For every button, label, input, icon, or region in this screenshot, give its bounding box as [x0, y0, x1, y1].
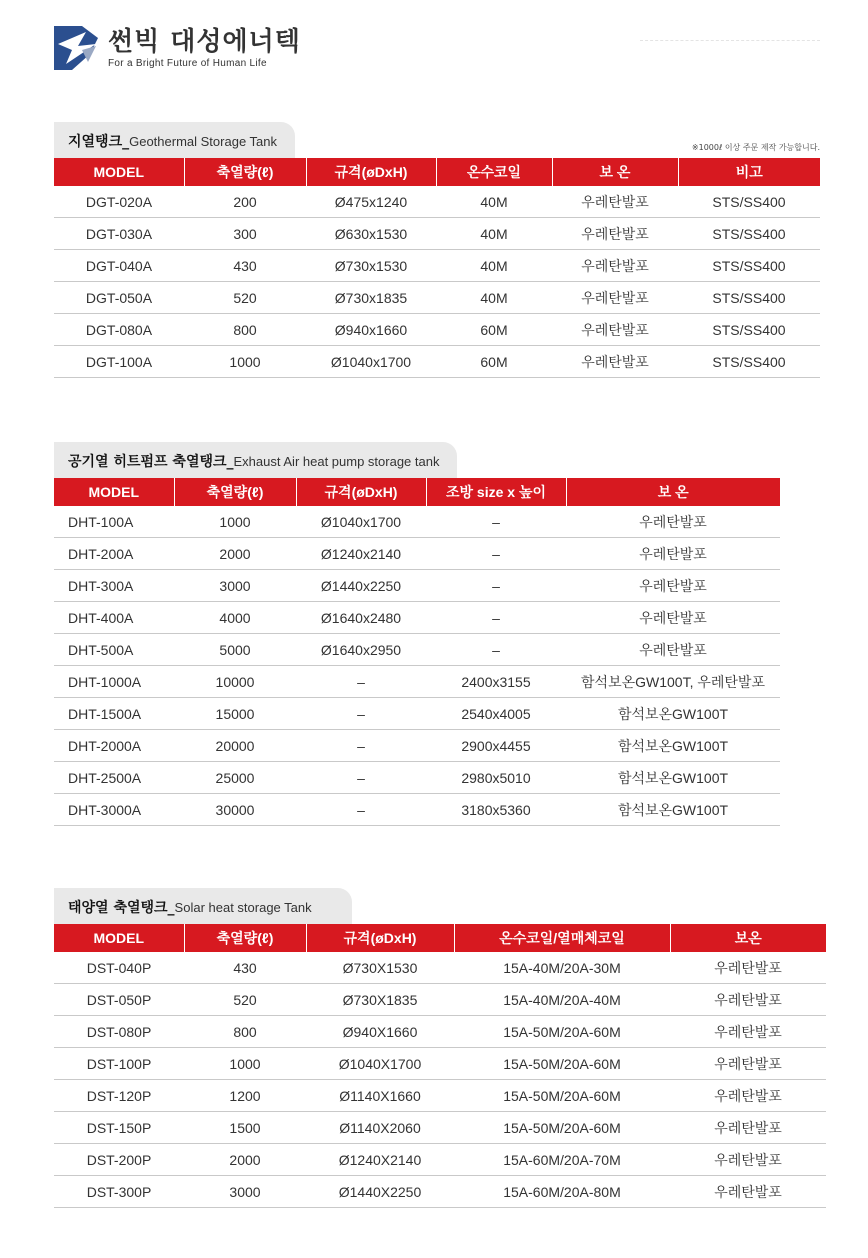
table-cell: DHT-500A [54, 634, 174, 666]
column-header: 비고 [678, 158, 820, 186]
table-row [54, 186, 820, 218]
table-cell: 우레탄발포 [670, 1144, 826, 1176]
table-cell: Ø1640x2950 [296, 634, 426, 666]
table-cell: DGT-040A [54, 250, 184, 282]
column-header: 보 온 [552, 158, 678, 186]
table-cell: DST-050P [54, 984, 184, 1016]
table-cell: – [426, 538, 566, 570]
table-cell: 함석보온GW100T, 우레탄발포 [566, 666, 780, 698]
table-cell: 1000 [184, 1048, 306, 1080]
table-cell: 1000 [174, 506, 296, 538]
table-cell: 40M [436, 250, 552, 282]
geothermal-table [54, 158, 820, 378]
table-cell: 3000 [174, 570, 296, 602]
table-row [54, 1016, 826, 1048]
section-title-en: Geothermal Storage Tank [129, 134, 278, 149]
table-cell: – [426, 602, 566, 634]
table-cell: Ø630x1530 [306, 218, 436, 250]
table-cell: 800 [184, 314, 306, 346]
table-cell: Ø730x1835 [306, 282, 436, 314]
table-cell: 60M [436, 346, 552, 378]
table-cell: DGT-020A [54, 186, 184, 218]
table-cell: 우레탄발포 [670, 1176, 826, 1208]
table-row [54, 730, 780, 762]
table-cell: 1500 [184, 1112, 306, 1144]
table-cell: DHT-2500A [54, 762, 174, 794]
table-row [54, 346, 820, 378]
table-cell: 1000 [184, 346, 306, 378]
table-cell: 800 [184, 1016, 306, 1048]
table-cell: 2400x3155 [426, 666, 566, 698]
table-header-row [54, 924, 826, 952]
table-cell: – [296, 794, 426, 826]
section-title [54, 122, 295, 158]
column-header: MODEL [54, 924, 184, 952]
table-row [54, 634, 780, 666]
table-row [54, 570, 780, 602]
table-cell: DHT-2000A [54, 730, 174, 762]
table-cell: 우레탄발포 [670, 1112, 826, 1144]
table-cell: 우레탄발포 [552, 250, 678, 282]
table-row [54, 952, 826, 984]
column-header: 축열량(ℓ) [184, 158, 306, 186]
table-cell: DHT-400A [54, 602, 174, 634]
table-cell: DHT-200A [54, 538, 174, 570]
column-header: 규격(øDxH) [306, 924, 454, 952]
table-row [54, 314, 820, 346]
tank-logo-icon [52, 24, 100, 72]
table-cell: STS/SS400 [678, 314, 820, 346]
solar-section [54, 888, 826, 1208]
section-title-ko: 태양열 축열탱크_ [68, 900, 175, 916]
table-cell: – [296, 666, 426, 698]
table-row [54, 1176, 826, 1208]
table-cell: 200 [184, 186, 306, 218]
table-cell: 우레탄발포 [566, 634, 780, 666]
column-header: MODEL [54, 478, 174, 506]
table-cell: 우레탄발포 [670, 984, 826, 1016]
section-title-en: Solar heat storage Tank [174, 900, 312, 915]
table-cell: Ø1040x1700 [306, 346, 436, 378]
table-cell: DHT-1500A [54, 698, 174, 730]
table-cell: DGT-050A [54, 282, 184, 314]
table-row [54, 538, 780, 570]
table-cell: 15A-40M/20A-40M [454, 984, 670, 1016]
table-cell: – [426, 570, 566, 602]
table-cell: Ø1040x1700 [296, 506, 426, 538]
table-header-row [54, 158, 820, 186]
table-cell: 2000 [174, 538, 296, 570]
table-row [54, 1048, 826, 1080]
table-cell: Ø730X1530 [306, 952, 454, 984]
table-cell: 우레탄발포 [566, 602, 780, 634]
table-cell: DHT-300A [54, 570, 174, 602]
table-cell: DST-040P [54, 952, 184, 984]
table-cell: 우레탄발포 [670, 1048, 826, 1080]
table-cell: DGT-100A [54, 346, 184, 378]
table-cell: DST-200P [54, 1144, 184, 1176]
table-cell: 우레탄발포 [566, 538, 780, 570]
table-cell: STS/SS400 [678, 186, 820, 218]
table-row [54, 1144, 826, 1176]
solar-table [54, 924, 826, 1208]
table-cell: 함석보온GW100T [566, 762, 780, 794]
table-cell: STS/SS400 [678, 346, 820, 378]
table-row [54, 794, 780, 826]
table-cell: 2540x4005 [426, 698, 566, 730]
column-header: 온수코일/열매체코일 [454, 924, 670, 952]
column-header: 조방 size x 높이 [426, 478, 566, 506]
table-cell: DHT-3000A [54, 794, 174, 826]
table-cell: 우레탄발포 [670, 1016, 826, 1048]
table-cell: Ø1240X2140 [306, 1144, 454, 1176]
table-header-row [54, 478, 780, 506]
table-cell: 우레탄발포 [552, 314, 678, 346]
table-cell: – [426, 634, 566, 666]
table-cell: 15A-60M/20A-70M [454, 1144, 670, 1176]
table-cell: – [426, 506, 566, 538]
column-header: 규격(øDxH) [296, 478, 426, 506]
heatpump-section [54, 442, 780, 826]
table-cell: 우레탄발포 [566, 570, 780, 602]
section-title-ko: 공기열 히트펌프 축열탱크_ [68, 454, 234, 470]
table-cell: Ø1140X1660 [306, 1080, 454, 1112]
table-cell: 우레탄발포 [552, 186, 678, 218]
table-cell: DST-100P [54, 1048, 184, 1080]
column-header: 온수코일 [436, 158, 552, 186]
column-header: 규격(øDxH) [306, 158, 436, 186]
table-cell: 우레탄발포 [566, 506, 780, 538]
table-cell: 40M [436, 282, 552, 314]
table-cell: 25000 [174, 762, 296, 794]
brand-tagline: For a Bright Future of Human Life [108, 58, 267, 69]
column-header: 축열량(ℓ) [184, 924, 306, 952]
table-cell: Ø1640x2480 [296, 602, 426, 634]
table-cell: – [296, 698, 426, 730]
table-row [54, 1080, 826, 1112]
column-header: 보온 [670, 924, 826, 952]
table-cell: 우레탄발포 [670, 1080, 826, 1112]
table-cell: 10000 [174, 666, 296, 698]
table-cell: STS/SS400 [678, 282, 820, 314]
table-cell: DST-080P [54, 1016, 184, 1048]
table-cell: 우레탄발포 [670, 952, 826, 984]
table-cell: Ø1240x2140 [296, 538, 426, 570]
table-cell: 15A-50M/20A-60M [454, 1016, 670, 1048]
table-cell: Ø475x1240 [306, 186, 436, 218]
table-cell: 15A-40M/20A-30M [454, 952, 670, 984]
section-title-en: Exhaust Air heat pump storage tank [233, 454, 440, 469]
table-cell: 함석보온GW100T [566, 794, 780, 826]
section-title [54, 888, 352, 924]
table-row [54, 506, 780, 538]
table-cell: Ø730X1835 [306, 984, 454, 1016]
table-cell: DGT-080A [54, 314, 184, 346]
table-cell: 2980x5010 [426, 762, 566, 794]
decorative-line [640, 40, 820, 41]
table-cell: 우레탄발포 [552, 218, 678, 250]
table-cell: 1200 [184, 1080, 306, 1112]
table-cell: DST-150P [54, 1112, 184, 1144]
table-cell: 함석보온GW100T [566, 730, 780, 762]
table-cell: DST-300P [54, 1176, 184, 1208]
table-cell: STS/SS400 [678, 218, 820, 250]
table-cell: 30000 [174, 794, 296, 826]
order-note: ※1000ℓ 이상 주문 제작 가능합니다. [691, 143, 820, 152]
table-cell: 430 [184, 250, 306, 282]
table-cell: 3180x5360 [426, 794, 566, 826]
table-row [54, 218, 820, 250]
table-cell: Ø1440x2250 [296, 570, 426, 602]
table-cell: 4000 [174, 602, 296, 634]
table-cell: Ø940x1660 [306, 314, 436, 346]
brand-name: 썬빅 대성에너텍 [108, 27, 301, 57]
table-cell: 2900x4455 [426, 730, 566, 762]
table-cell: DHT-1000A [54, 666, 174, 698]
table-cell: 430 [184, 952, 306, 984]
geothermal-section [54, 122, 820, 378]
section-title [54, 442, 457, 478]
table-cell: DST-120P [54, 1080, 184, 1112]
table-cell: Ø1040X1700 [306, 1048, 454, 1080]
table-cell: 3000 [184, 1176, 306, 1208]
table-cell: 40M [436, 218, 552, 250]
table-cell: 60M [436, 314, 552, 346]
table-row [54, 762, 780, 794]
table-cell: 300 [184, 218, 306, 250]
table-row [54, 282, 820, 314]
table-cell: – [296, 762, 426, 794]
table-row [54, 602, 780, 634]
table-cell: 5000 [174, 634, 296, 666]
section-title-ko: 지열탱크_ [68, 134, 130, 150]
table-cell: 520 [184, 282, 306, 314]
table-cell: 함석보온GW100T [566, 698, 780, 730]
table-row [54, 1112, 826, 1144]
table-cell: 15A-50M/20A-60M [454, 1112, 670, 1144]
table-cell: Ø730x1530 [306, 250, 436, 282]
table-cell: Ø1140X2060 [306, 1112, 454, 1144]
table-cell: 15000 [174, 698, 296, 730]
table-cell: 520 [184, 984, 306, 1016]
table-row [54, 250, 820, 282]
table-cell: 우레탄발포 [552, 282, 678, 314]
table-cell: 40M [436, 186, 552, 218]
table-cell: 15A-50M/20A-60M [454, 1080, 670, 1112]
table-cell: Ø1440X2250 [306, 1176, 454, 1208]
column-header: 축열량(ℓ) [174, 478, 296, 506]
table-cell: STS/SS400 [678, 250, 820, 282]
column-header: 보 온 [566, 478, 780, 506]
column-header: MODEL [54, 158, 184, 186]
table-cell: 20000 [174, 730, 296, 762]
table-cell: DGT-030A [54, 218, 184, 250]
table-row [54, 666, 780, 698]
table-cell: Ø940X1660 [306, 1016, 454, 1048]
table-cell: – [296, 730, 426, 762]
table-row [54, 984, 826, 1016]
table-cell: 15A-60M/20A-80M [454, 1176, 670, 1208]
table-row [54, 698, 780, 730]
table-cell: 2000 [184, 1144, 306, 1176]
table-cell: DHT-100A [54, 506, 174, 538]
heatpump-table [54, 478, 780, 826]
table-cell: 우레탄발포 [552, 346, 678, 378]
table-cell: 15A-50M/20A-60M [454, 1048, 670, 1080]
